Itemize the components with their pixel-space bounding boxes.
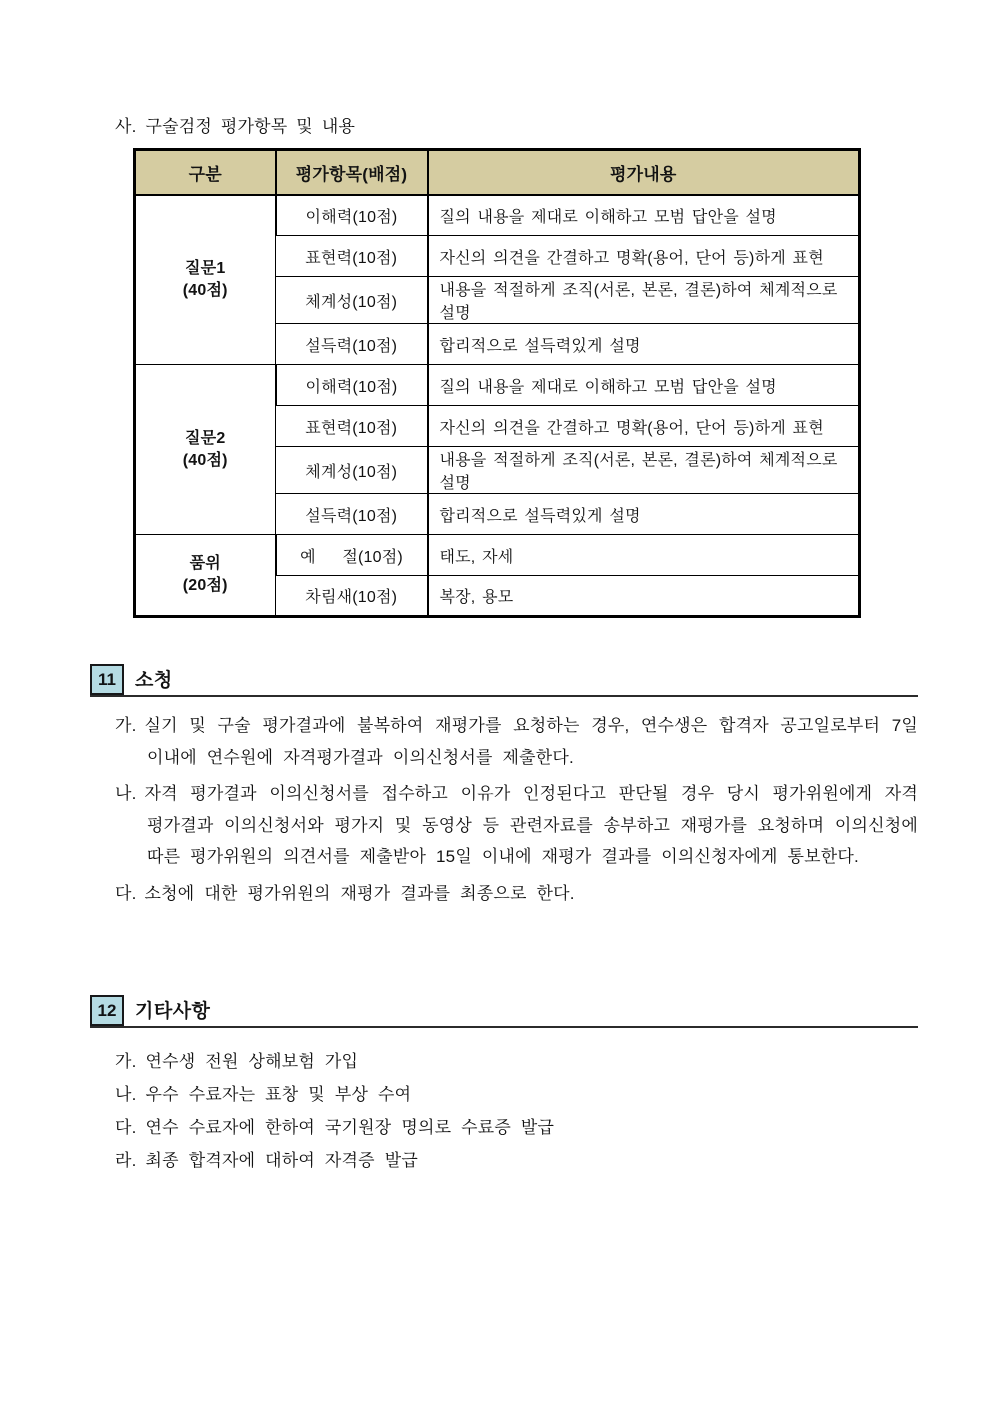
group-score: (40점) bbox=[182, 451, 228, 469]
group-cell-dignity bbox=[135, 535, 276, 617]
item-cell: 표현력(10점) bbox=[276, 236, 428, 277]
section-header bbox=[90, 664, 918, 697]
item-label: 다. bbox=[115, 1118, 137, 1137]
list-item bbox=[90, 1045, 918, 1078]
list-item bbox=[90, 1144, 918, 1177]
content-cell: 자신의 의견을 간결하고 명확(용어, 단어 등)하게 표현 bbox=[428, 236, 860, 277]
section-body bbox=[90, 1045, 918, 1177]
item-cell: 체계성(10점) bbox=[276, 447, 428, 494]
item-text: 소청에 대한 평가위원의 재평가 결과를 최종으로 한다. bbox=[144, 883, 575, 903]
evaluation-table bbox=[133, 148, 861, 618]
item-cell: 예 절(10점) bbox=[276, 535, 428, 576]
section-header bbox=[90, 995, 918, 1028]
section-body bbox=[90, 710, 918, 909]
group-name: 질문1 bbox=[185, 260, 226, 278]
item-text: 자격 평가결과 이의신청서를 접수하고 이유가 인정된다고 판단될 경우 당시 평가위원에게 자격 평가결과 이의신청서와 평가지 및 동영상 등 관련자료를 송부하고 재평가를 요청하며 이의신청에 따른 평가위원의 의견서를 제출받아 15일 이내에 재평가 결과를 이의신청자에게 통보한다. bbox=[144, 784, 918, 866]
table-row bbox=[135, 365, 860, 406]
item-cell: 설득력(10점) bbox=[276, 494, 428, 535]
section-appeal bbox=[90, 664, 918, 909]
item-cell: 설득력(10점) bbox=[276, 324, 428, 365]
group-name: 품위 bbox=[189, 555, 221, 573]
content-cell: 내용을 적절하게 조직(서론, 본론, 결론)하여 체계적으로 설명 bbox=[428, 277, 860, 324]
content-cell: 합리적으로 설득력있게 설명 bbox=[428, 324, 860, 365]
col-header-category: 구분 bbox=[135, 150, 276, 195]
section-title: 소청 bbox=[135, 670, 173, 691]
content-cell: 질의 내용을 제대로 이해하고 모범 답안을 설명 bbox=[428, 365, 860, 406]
group-cell-question2 bbox=[135, 365, 276, 535]
item-cell: 이해력(10점) bbox=[276, 195, 428, 236]
list-item bbox=[90, 778, 918, 873]
content-cell: 합리적으로 설득력있게 설명 bbox=[428, 494, 860, 535]
col-header-content: 평가내용 bbox=[428, 150, 860, 195]
list-item bbox=[90, 1111, 918, 1144]
content-cell: 태도, 자세 bbox=[428, 535, 860, 576]
table-row bbox=[135, 535, 860, 576]
content-cell: 질의 내용을 제대로 이해하고 모범 답안을 설명 bbox=[428, 195, 860, 236]
section-misc bbox=[90, 995, 918, 1177]
content-cell: 내용을 적절하게 조직(서론, 본론, 결론)하여 체계적으로 설명 bbox=[428, 447, 860, 494]
group-name: 질문2 bbox=[185, 429, 226, 447]
section-title: 기타사항 bbox=[135, 1001, 211, 1022]
table-row bbox=[135, 195, 860, 236]
section-number-badge: 12 bbox=[90, 995, 124, 1026]
table-header-row bbox=[135, 150, 860, 195]
content-cell: 복장, 용모 bbox=[428, 576, 860, 617]
item-label: 나. bbox=[115, 784, 137, 803]
group-score: (40점) bbox=[182, 281, 228, 299]
section-number-badge: 11 bbox=[90, 664, 124, 695]
item-cell: 차림새(10점) bbox=[276, 576, 428, 617]
item-cell: 이해력(10점) bbox=[276, 365, 428, 406]
item-text: 연수생 전원 상해보험 가입 bbox=[145, 1052, 359, 1071]
item-text: 연수 수료자에 한하여 국기원장 명의로 수료증 발급 bbox=[145, 1118, 555, 1137]
item-cell: 표현력(10점) bbox=[276, 406, 428, 447]
list-item bbox=[90, 710, 918, 773]
list-item bbox=[90, 1078, 918, 1111]
item-label: 라. bbox=[115, 1151, 137, 1170]
item-label: 가. bbox=[115, 716, 137, 735]
item-cell: 체계성(10점) bbox=[276, 277, 428, 324]
item-text: 실기 및 구술 평가결과에 불복하여 재평가를 요청하는 경우, 연수생은 합격자 공고일로부터 7일 이내에 연수원에 자격평가결과 이의신청서를 제출한다. bbox=[144, 716, 918, 767]
item-text: 우수 수료자는 표창 및 부상 수여 bbox=[145, 1085, 412, 1104]
list-item bbox=[90, 878, 918, 910]
content-cell: 자신의 의견을 간결하고 명확(용어, 단어 등)하게 표현 bbox=[428, 406, 860, 447]
item-label: 나. bbox=[115, 1085, 137, 1104]
item-label: 가. bbox=[115, 1052, 137, 1071]
item-label: 다. bbox=[115, 883, 137, 903]
group-score: (20점) bbox=[182, 577, 228, 594]
group-cell-question1 bbox=[135, 195, 276, 365]
col-header-item: 평가항목(배점) bbox=[276, 150, 428, 195]
item-text: 최종 합격자에 대하여 자격증 발급 bbox=[145, 1151, 418, 1170]
document-heading: 사. 구술검정 평가항목 및 내용 bbox=[115, 117, 356, 136]
